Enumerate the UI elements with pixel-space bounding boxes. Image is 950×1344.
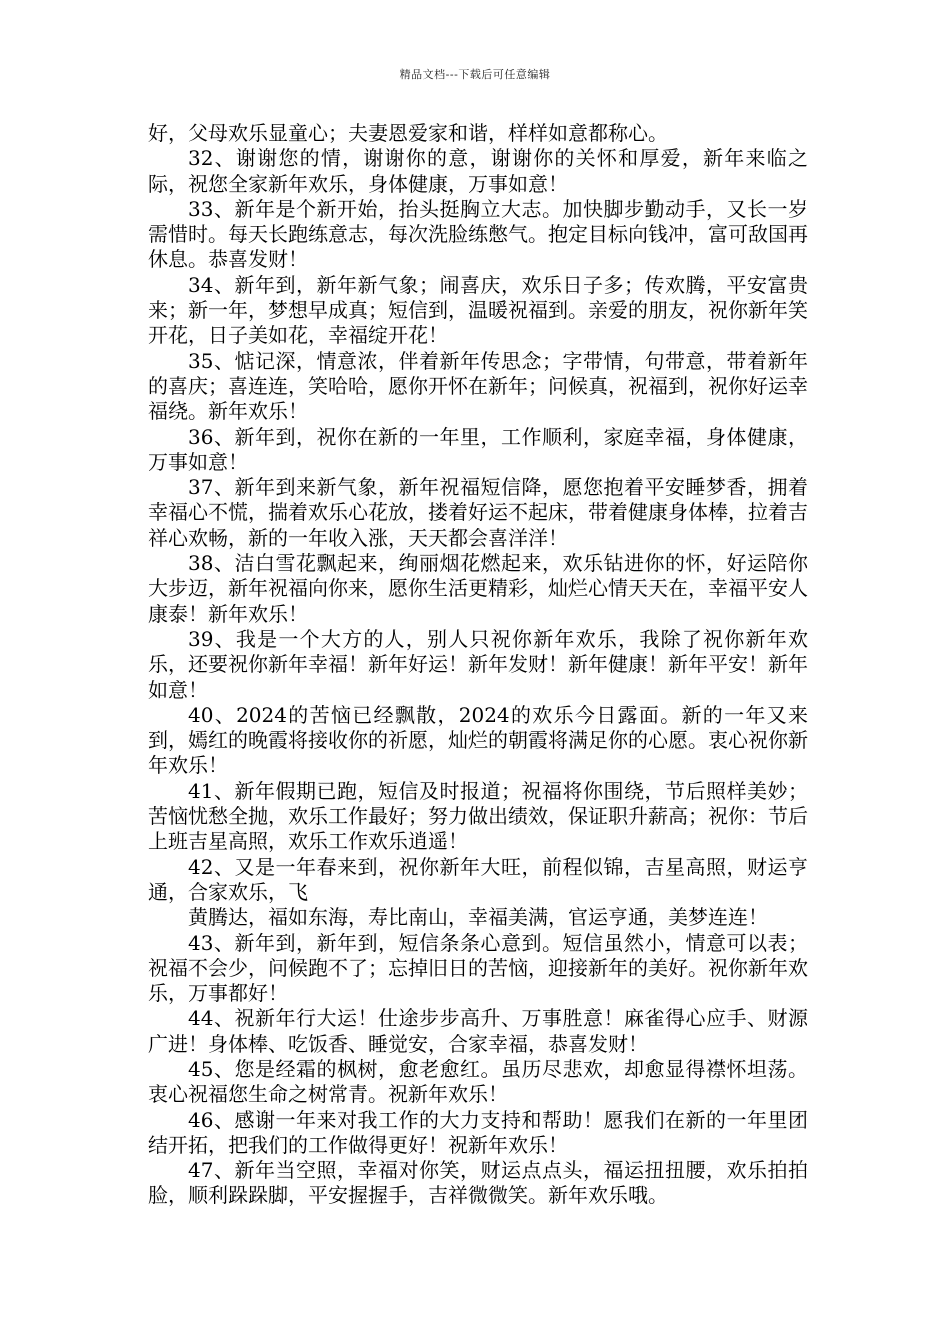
paragraph: 44、祝新年行大运！仕途步步高升、万事胜意！麻雀得心应手、财源广进！身体棒、吃饭香、睡觉安，合家幸福，恭喜发财！ xyxy=(148,1006,808,1056)
page-header: 精品文档---下载后可任意编辑 xyxy=(399,68,551,81)
paragraph: 32、谢谢您的情，谢谢你的意，谢谢你的关怀和厚爱，新年来临之际，祝您全家新年欢乐，身体健康，万事如意！ xyxy=(148,146,808,196)
paragraph: 43、新年到，新年到，短信条条心意到。短信虽然小，情意可以表；祝福不会少，问候跑不了；忘掉旧日的苦恼，迎接新年的美好。祝你新年欢乐，万事都好！ xyxy=(148,930,808,1006)
paragraph: 46、感谢一年来对我工作的大力支持和帮助！愿我们在新的一年里团结开拓，把我们的工作做得更好！祝新年欢乐！ xyxy=(148,1107,808,1157)
paragraph: 34、新年到，新年新气象；闹喜庆，欢乐日子多；传欢腾，平安富贵来；新一年，梦想早成真；短信到，温暖祝福到。亲爱的朋友，祝你新年笑开花，日子美如花，幸福绽开花！ xyxy=(148,272,808,348)
paragraph: 好，父母欢乐显童心；夫妻恩爱家和谐，样样如意都称心。 xyxy=(148,121,668,145)
document-body xyxy=(148,121,808,1209)
paragraph: 33、新年是个新开始，抬头挺胸立大志。加快脚步勤动手，又长一岁需惜时。每天长跑练意志，每次洗脸练憋气。抱定目标向钱冲，富可敌国再休息。恭喜发财！ xyxy=(148,196,808,272)
paragraph: 45、您是经霜的枫树，愈老愈红。虽历尽悲欢，却愈显得襟怀坦荡。衷心祝福您生命之树常青。祝新年欢乐！ xyxy=(148,1056,808,1107)
paragraph: 37、新年到来新气象，新年祝福短信降，愿您抱着平安睡梦香，拥着幸福心不慌，揣着欢乐心花放，搂着好运不起床，带着健康身体棒，拉着吉祥心欢畅，新的一年收入涨，天天都会喜洋洋！ xyxy=(148,475,808,550)
paragraph: 41、新年假期已跑，短信及时报道；祝福将你围绕，节后照样美妙；苦恼忧愁全抛，欢乐工作最好；努力做出绩效，保证职升薪高；祝你：节后上班吉星高照，欢乐工作欢乐逍遥！ xyxy=(148,778,808,854)
paragraph: 36、新年到，祝你在新的一年里，工作顺利，家庭幸福，身体健康，万事如意！ xyxy=(148,424,808,474)
paragraph: 黄腾达，福如东海，寿比南山，幸福美满，官运亨通，美梦连连！ xyxy=(188,905,768,930)
paragraph: 42、又是一年春来到，祝你新年大旺，前程似锦，吉星高照，财运亨通，合家欢乐，飞 xyxy=(148,854,808,904)
paragraph: 39、我是一个大方的人，别人只祝你新年欢乐，我除了祝你新年欢乐，还要祝你新年幸福！新年好运！新年发财！新年健康！新年平安！新年如意！ xyxy=(148,626,808,702)
paragraph: 40、2024的苦恼已经飘散，2024的欢乐今日露面。新的一年又来到，嫣红的晚霞将接收你的祈愿，灿烂的朝霞将满足你的心愿。衷心祝你新年欢乐！ xyxy=(148,702,808,778)
paragraph: 47、新年当空照，幸福对你笑，财运点点头，福运扭扭腰，欢乐拍拍脸，顺利跺跺脚，平安握握手，吉祥微微笑。新年欢乐哦。 xyxy=(148,1158,808,1208)
paragraph: 38、洁白雪花飘起来，绚丽烟花燃起来，欢乐钻进你的怀，好运陪你大步迈，新年祝福向你来，愿你生活更精彩，灿烂心情天天在，幸福平安人康泰！新年欢乐！ xyxy=(148,551,808,626)
paragraph: 35、惦记深，情意浓，伴着新年传思念；字带情，句带意，带着新年的喜庆；喜连连，笑哈哈，愿你开怀在新年；问候真，祝福到，祝你好运幸福绕。新年欢乐！ xyxy=(148,348,808,424)
